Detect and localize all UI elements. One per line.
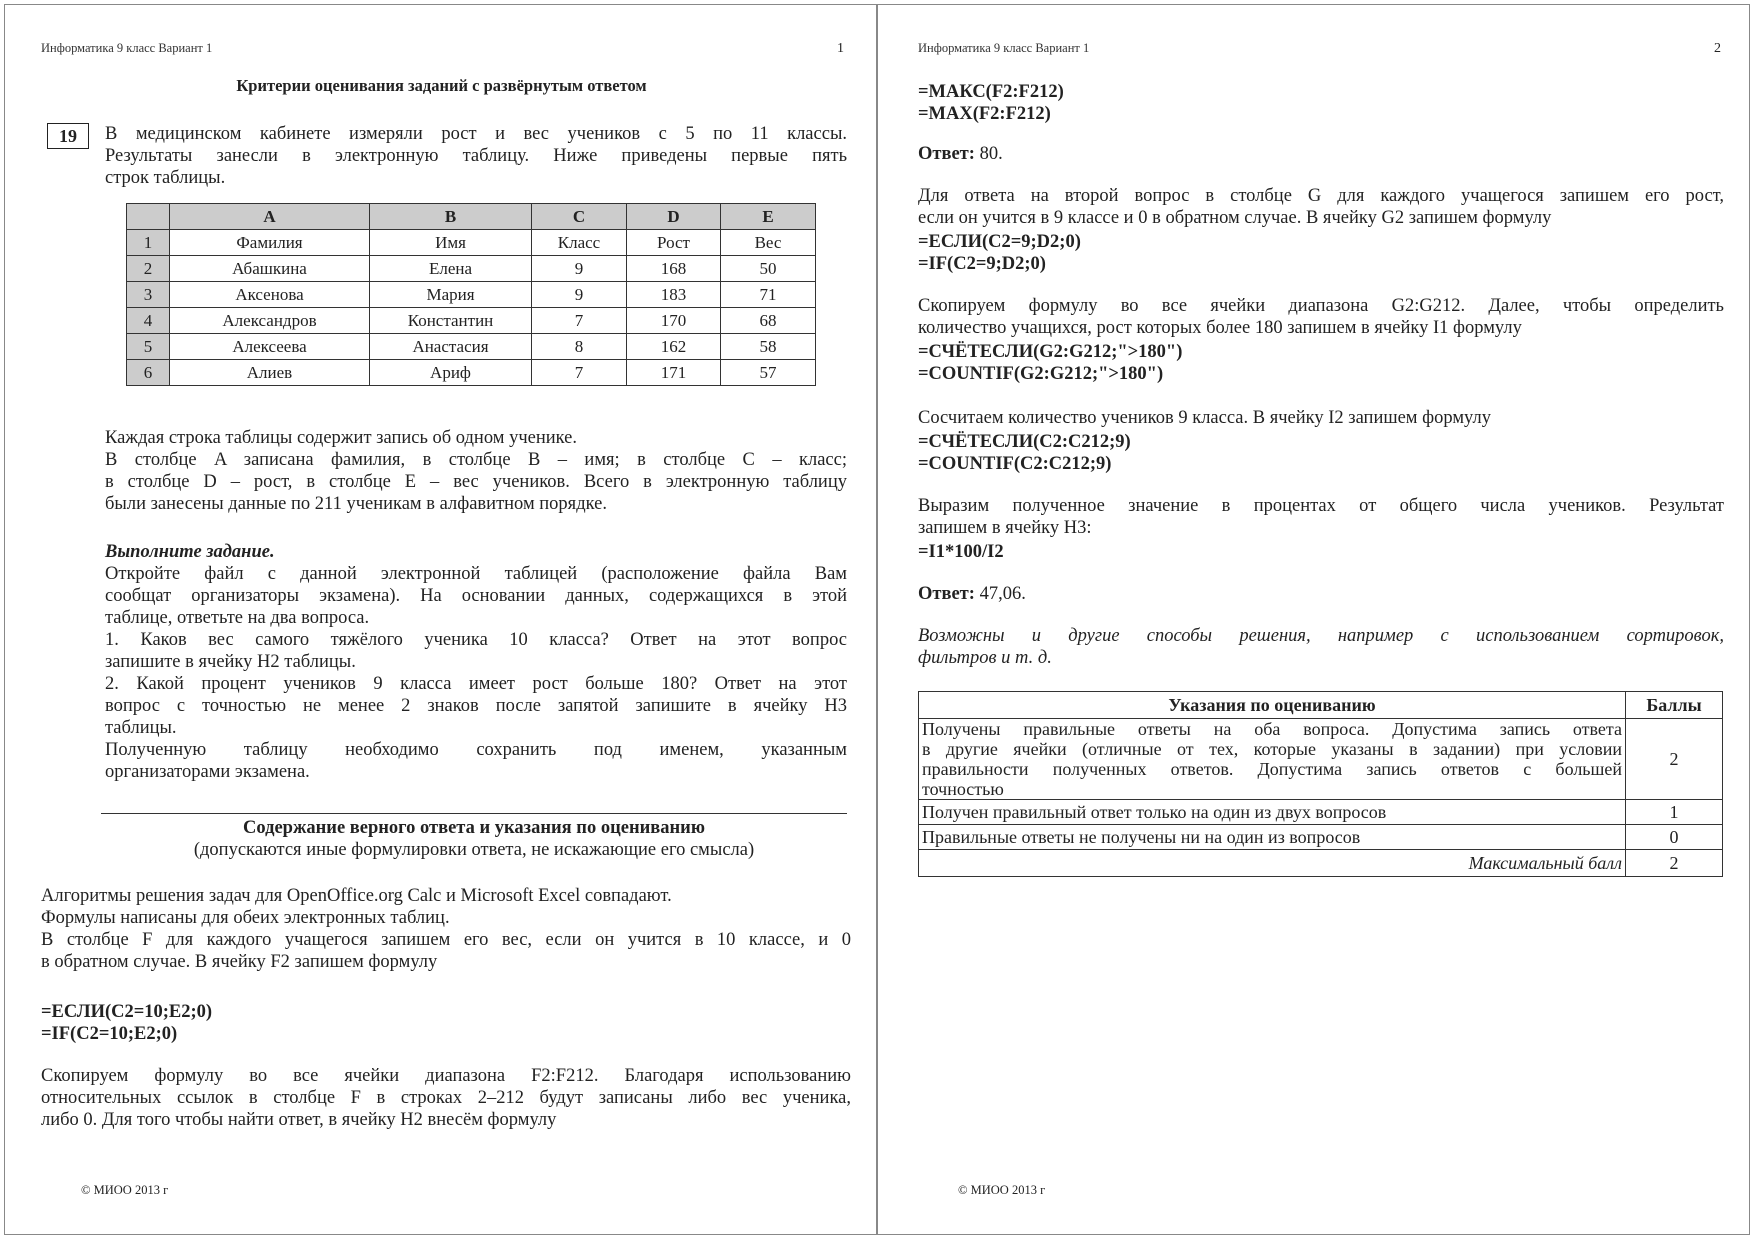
- answer-subtitle: (допускаются иные формулировки ответа, не искажающие его смысла): [193, 840, 755, 860]
- text-line: вопрос с точностью не менее 2 знаков после запятой запишите в ячейку H3: [105, 696, 847, 716]
- column-header: B: [370, 204, 532, 230]
- grading-header: Указания по оцениванию: [919, 692, 1626, 719]
- row-number: 5: [127, 334, 170, 360]
- table-cell: Мария: [370, 282, 532, 308]
- formula-max: [918, 81, 1064, 125]
- table-cell: Алексеева: [170, 334, 370, 360]
- formula-if-10: [41, 1001, 212, 1045]
- count-9-text: Сосчитаем количество учеников 9 класса. В ячейку I2 запишем формулу: [918, 408, 1491, 428]
- text-line: Возможны и другие способы решения, например с использованием сортировок,: [918, 626, 1724, 646]
- text-line: Для ответа на второй вопрос в столбце G для каждого учащегося запишем его рост,: [918, 186, 1724, 206]
- grading-row: [919, 800, 1723, 825]
- grading-row: [919, 850, 1723, 877]
- table-cell: Елена: [370, 256, 532, 282]
- table-cell: Вес: [721, 230, 816, 256]
- table-cell: Константин: [370, 308, 532, 334]
- text-line: Получены правильные ответы на оба вопроса. Допустима запись ответа: [922, 719, 1622, 739]
- table-cell: 170: [627, 308, 721, 334]
- points-header: Баллы: [1626, 692, 1723, 719]
- grading-row: [919, 719, 1723, 800]
- column-header: A: [170, 204, 370, 230]
- formula-en: =COUNTIF(C2:C212;9): [918, 454, 1112, 474]
- max-score-value: 2: [1626, 850, 1723, 877]
- column-header: C: [532, 204, 627, 230]
- table-cell: 9: [532, 282, 627, 308]
- table-description: [105, 427, 847, 515]
- text-line: Скопируем формулу во все ячейки диапазона F2:F212. Благодаря использованию: [41, 1066, 851, 1086]
- text-line: количество учащихся, рост которых более 180 запишем в ячейку I1 формулу: [918, 318, 1522, 338]
- formula-en: =COUNTIF(G2:G212;">180"): [918, 364, 1164, 384]
- page-number: 1: [837, 41, 844, 56]
- text-line: запишите в ячейку H2 таблицы.: [105, 652, 356, 672]
- row-number: 3: [127, 282, 170, 308]
- page-header: Информатика 9 класс Вариант 1: [41, 41, 213, 55]
- text-line: Результаты занесли в электронную таблицу. Ниже приведены первые пять: [105, 146, 847, 166]
- spreadsheet-table: [126, 203, 816, 386]
- table-cell: 9: [532, 256, 627, 282]
- table-row: [127, 256, 816, 282]
- task-block: [105, 541, 847, 783]
- text-line: правильности полученных ответов. Допустима запись ответов с большей: [922, 759, 1622, 779]
- text-line: если он учится в 9 классе и 0 в обратном случае. В ячейку G2 запишем формулу: [918, 208, 1552, 228]
- text-line: В столбце A записана фамилия, в столбце B – имя; в столбце C – класс;: [105, 450, 847, 470]
- text-line: Формулы написаны для обеих электронных таблиц.: [41, 908, 450, 928]
- table-row: [127, 334, 816, 360]
- formula-countif-180: [918, 341, 1182, 385]
- formula-if-9: [918, 231, 1081, 275]
- percent-text: [918, 495, 1724, 539]
- task-number: 19: [47, 123, 89, 149]
- table-cell: 50: [721, 256, 816, 282]
- row-number: 6: [127, 360, 170, 386]
- text-line: таблице, ответьте на два вопроса.: [105, 608, 370, 628]
- answer-title: Содержание верного ответа и указания по оцениванию: [243, 818, 705, 838]
- criterion-points: 0: [1626, 825, 1723, 850]
- grading-row: [919, 825, 1723, 850]
- question-2: 2. Какой процент учеников 9 класса имеет рост больше 180? Ответ на этот: [105, 674, 847, 694]
- grading-table: [918, 691, 1723, 877]
- text-line: либо 0. Для того чтобы найти ответ, в ячейку H2 внесём формулу: [41, 1110, 557, 1130]
- table-cell: 162: [627, 334, 721, 360]
- page-1: [4, 4, 877, 1235]
- page-footer: © МИОО 2013 г: [958, 1183, 1046, 1197]
- max-score-label: Максимальный балл: [919, 850, 1626, 877]
- answer-label: Ответ:: [918, 144, 975, 164]
- formula-ru: =СЧЁТЕСЛИ(G2:G212;">180"): [918, 342, 1183, 362]
- row-number: 4: [127, 308, 170, 334]
- text-line: в обратном случае. В ячейку F2 запишем формулу: [41, 952, 438, 972]
- page-header: Информатика 9 класс Вариант 1: [918, 41, 1090, 55]
- table-row: [127, 308, 816, 334]
- table-cell: Класс: [532, 230, 627, 256]
- table-cell: 7: [532, 360, 627, 386]
- grading-header-row: [919, 692, 1723, 719]
- other-methods-note: [918, 625, 1724, 669]
- formula-en: =IF(C2=10;E2;0): [41, 1024, 178, 1044]
- formula-percent: =I1*100/I2: [918, 542, 1004, 562]
- algorithm-text: [41, 885, 851, 973]
- text-line: фильтров и т. д.: [918, 648, 1052, 668]
- formula-en: =MAX(F2:F212): [918, 104, 1051, 124]
- text-line: строк таблицы.: [105, 168, 226, 188]
- table-row: [127, 230, 816, 256]
- criterion-text: Получен правильный ответ только на один из двух вопросов: [919, 800, 1626, 825]
- table-cell: 68: [721, 308, 816, 334]
- formula-ru: =СЧЁТЕСЛИ(C2:C212;9): [918, 432, 1131, 452]
- divider: [101, 813, 847, 814]
- answer-label: Ответ:: [918, 584, 975, 604]
- text-line: сообщат организаторы экзамена). На основании данных, содержащихся в этой: [105, 586, 847, 606]
- column-g-text: [918, 185, 1724, 229]
- table-cell: Имя: [370, 230, 532, 256]
- row-number: 2: [127, 256, 170, 282]
- criterion-points: 1: [1626, 800, 1723, 825]
- answer-value: 47,06.: [974, 584, 1026, 604]
- formula-ru: =ЕСЛИ(C2=10;E2;0): [41, 1002, 213, 1022]
- text-line: запишем в ячейку H3:: [918, 518, 1092, 538]
- g-copy-text: [918, 295, 1724, 339]
- table-row: [127, 282, 816, 308]
- table-cell: 71: [721, 282, 816, 308]
- formula-ru: =МАКС(F2:F212): [918, 82, 1064, 102]
- answer-2: [918, 583, 1026, 605]
- text-line: В столбце F для каждого учащегося запишем его вес, если он учится в 10 классе, и 0: [41, 930, 851, 950]
- table-cell: 183: [627, 282, 721, 308]
- text-line: Выразим полученное значение в процентах от общего числа учеников. Результат: [918, 496, 1724, 516]
- text-line: В медицинском кабинете измеряли рост и вес учеников с 5 по 11 классы.: [105, 124, 847, 144]
- text-line: Полученную таблицу необходимо сохранить под именем, указанным: [105, 740, 847, 760]
- criterion-text: Правильные ответы не получены ни на один из вопросов: [919, 825, 1626, 850]
- table-cell: Рост: [627, 230, 721, 256]
- formula-ru: =ЕСЛИ(C2=9;D2;0): [918, 232, 1081, 252]
- question-1: 1. Каков вес самого тяжёлого ученика 10 класса? Ответ на этот вопрос: [105, 630, 847, 650]
- table-cell: 58: [721, 334, 816, 360]
- text-line: таблицы.: [105, 718, 177, 738]
- text-line: Откройте файл с данной электронной таблицей (расположение файла Вам: [105, 564, 847, 584]
- table-cell: 57: [721, 360, 816, 386]
- row-number: 1: [127, 230, 170, 256]
- answer-value: 80.: [974, 144, 1003, 164]
- page-number: 2: [1714, 41, 1721, 56]
- copy-formula-text: [41, 1065, 851, 1131]
- table-cell: 8: [532, 334, 627, 360]
- table-header-row: [127, 204, 816, 230]
- criterion-text: [919, 719, 1626, 800]
- table-cell: Абашкина: [170, 256, 370, 282]
- criterion-points: 2: [1626, 719, 1723, 800]
- answer-1: [918, 143, 1003, 165]
- text-line: были занесены данные по 211 ученикам в алфавитном порядке.: [105, 494, 607, 514]
- text-line: Алгоритмы решения задач для OpenOffice.org Calc и Microsoft Excel совпадают.: [41, 886, 672, 906]
- section-title: Критерии оценивания заданий с развёрнутым ответом: [236, 76, 647, 95]
- text-line: точностью: [922, 779, 1004, 799]
- table-cell: 7: [532, 308, 627, 334]
- table-cell: 168: [627, 256, 721, 282]
- corner-cell: [127, 204, 170, 230]
- page-footer: © МИОО 2013 г: [81, 1183, 169, 1197]
- text-line: организаторами экзамена.: [105, 762, 310, 782]
- page-2: [877, 4, 1750, 1235]
- table-row: [127, 360, 816, 386]
- text-line: в столбце D – рост, в столбце E – вес учеников. Всего в электронную таблицу: [105, 472, 847, 492]
- task-intro: [105, 123, 847, 189]
- formula-en: =IF(C2=9;D2;0): [918, 254, 1046, 274]
- table-cell: 171: [627, 360, 721, 386]
- table-cell: Фамилия: [170, 230, 370, 256]
- task-heading: Выполните задание.: [105, 542, 275, 562]
- column-header: D: [627, 204, 721, 230]
- text-line: в другие ячейки (отличные от тех, которые указаны в задании) при условии: [922, 739, 1622, 759]
- text-line: Скопируем формулу во все ячейки диапазона G2:G212. Далее, чтобы определить: [918, 296, 1724, 316]
- text-line: относительных ссылок в столбце F в строках 2–212 будут записаны либо вес ученика,: [41, 1088, 851, 1108]
- table-cell: Александров: [170, 308, 370, 334]
- table-cell: Алиев: [170, 360, 370, 386]
- table-cell: Аксенова: [170, 282, 370, 308]
- table-cell: Анастасия: [370, 334, 532, 360]
- formula-countif-9: [918, 431, 1131, 475]
- text-line: Каждая строка таблицы содержит запись об одном ученике.: [105, 428, 577, 448]
- column-header: E: [721, 204, 816, 230]
- table-cell: Ариф: [370, 360, 532, 386]
